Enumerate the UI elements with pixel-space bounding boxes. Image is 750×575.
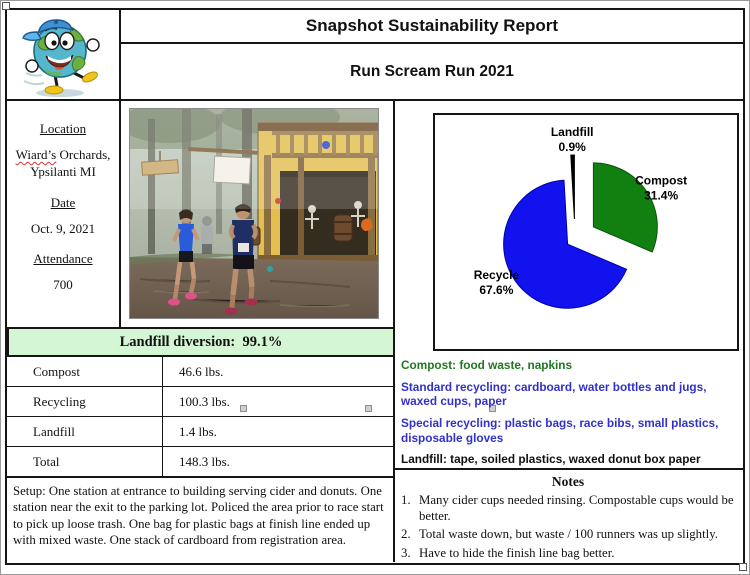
running-earth-mascot-icon (8, 11, 118, 99)
category-line: Landfill: tape, soiled plastics, waxed donut box paper (401, 452, 701, 467)
mascot-cell (7, 10, 121, 101)
pie-label-recycle: Recycle 67.6% (473, 268, 520, 298)
pie-chart-box (433, 113, 739, 351)
table-row (7, 417, 395, 447)
subtitle-cell (121, 44, 743, 101)
date-value: Oct. 9, 2021 (30, 220, 96, 236)
table-resize-handle[interactable] (739, 563, 747, 571)
date-label: Date (50, 194, 76, 210)
table-row-label: Compost (7, 357, 163, 386)
table-move-handle[interactable] (2, 2, 10, 10)
note-item (401, 493, 735, 524)
table-row-value: 46.6 lbs. (179, 363, 224, 379)
location-value: Wiard’s Orchards, Ypsilanti MI (15, 146, 111, 179)
note-number: 3. (401, 545, 411, 560)
diversion-banner-text: Landfill diversion: 99.1% (119, 333, 283, 350)
pie-label-landfill: Landfill 0.9% (550, 125, 594, 155)
report-sheet (5, 8, 745, 565)
diversion-banner (7, 327, 395, 357)
event-photo[interactable] (129, 108, 379, 319)
table-row-value: 1.4 lbs. (179, 423, 217, 439)
category-line: Compost: food waste, napkins (401, 358, 573, 372)
note-text: Total waste down, but waste / 100 runners was up slightly. (419, 527, 718, 542)
note-number: 2. (401, 527, 411, 542)
event-photo-graphic (130, 109, 378, 318)
category-descriptions (401, 358, 737, 466)
category-line: Special recycling: plastic bags, race bibs, small plastics, disposable gloves (401, 415, 719, 445)
note-text: Have to hide the finish line bag better. (419, 545, 615, 560)
note-text: Many cider cups needed rinsing. Compostable cups would be better. (419, 493, 734, 523)
title-cell (121, 10, 743, 44)
pie-slice-landfill (571, 155, 575, 219)
note-item (401, 546, 735, 562)
table-row (7, 387, 395, 417)
attendance-value: 700 (53, 277, 73, 293)
table-row-label: Recycling (7, 387, 163, 416)
table-row-value: 148.3 lbs. (179, 453, 230, 469)
table-row-label: Total (7, 447, 163, 476)
table-row (7, 447, 395, 478)
pie-label-compost: Compost 31.4% (635, 173, 688, 203)
location-label: Location (39, 121, 87, 136)
photo-cell (121, 101, 393, 327)
category-line: Standard recycling: cardboard, water bottles and jugs, waxed cups, paper (401, 379, 707, 409)
waste-pie-chart (435, 115, 737, 349)
notes-heading: Notes (551, 474, 585, 489)
setup-note: Setup: One station at entrance to building serving cider and donuts. One station near the exit to the parking lot. Policed the area prior to race start to pick up loose trash. One bag for plastic bags at finish line ended up with mixed waste. One stack of cardboard from registration area. (13, 484, 384, 547)
notes-list (401, 493, 735, 561)
report-title: Snapshot Sustainability Report (305, 16, 559, 35)
note-item (401, 527, 735, 543)
event-title: Run Scream Run 2021 (350, 62, 514, 80)
table-row (7, 357, 395, 387)
notes-section (393, 468, 743, 562)
table-row-value: 100.3 lbs. (179, 393, 230, 409)
table-row-label: Landfill (7, 417, 163, 446)
note-number: 1. (401, 493, 411, 507)
attendance-label: Attendance (33, 251, 93, 267)
waste-table (7, 357, 395, 479)
info-panel (7, 101, 121, 327)
